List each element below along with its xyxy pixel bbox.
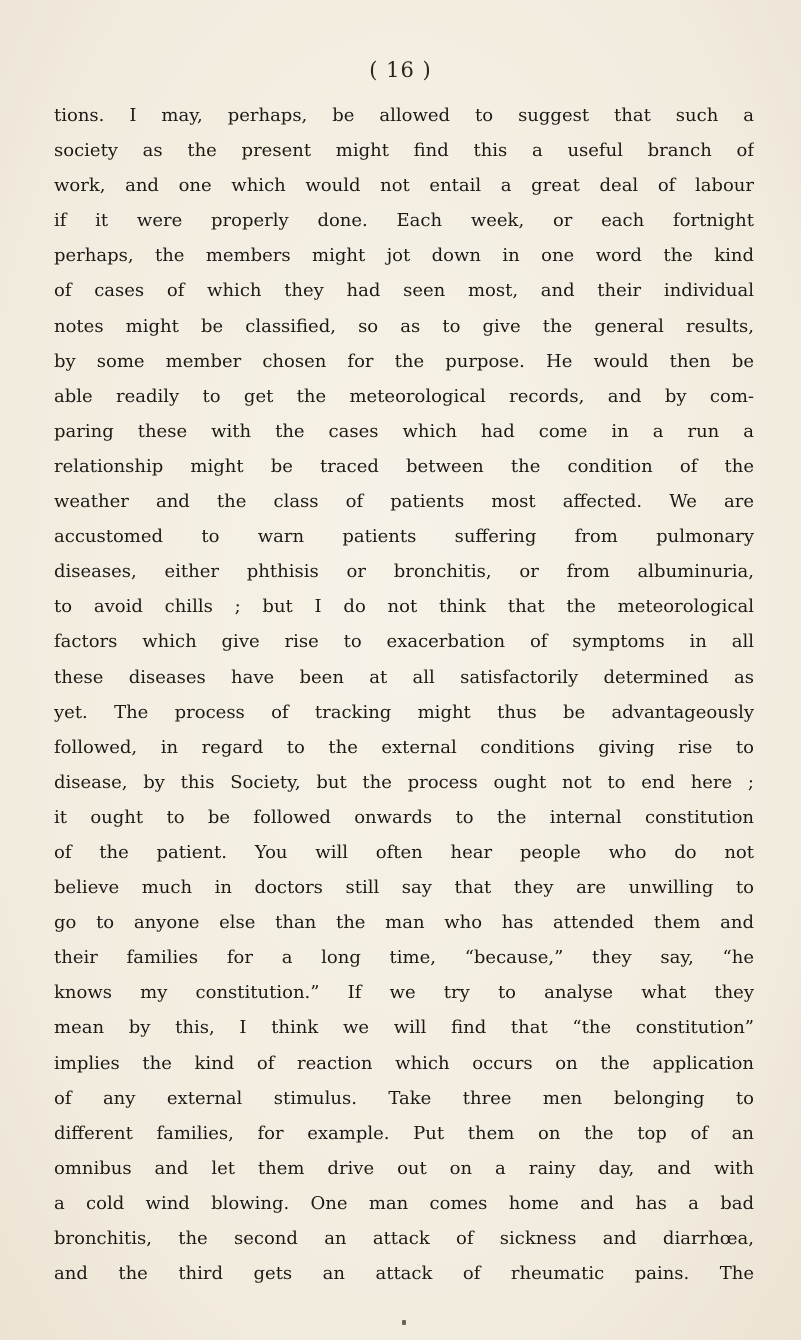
- text-line: mean by this, I think we will find that “the constitution”: [54, 1017, 754, 1039]
- text-line: go to anyone else than the man who has attended them and: [54, 912, 754, 934]
- text-line: factors which give rise to exacerbation of symptoms in all: [54, 631, 754, 653]
- text-line: diseases, either phthisis or bronchitis, or from albuminuria,: [54, 561, 754, 583]
- text-line: to avoid chills ; but I do not think that the meteorological: [54, 596, 754, 618]
- text-line: perhaps, the members might jot down in one word the kind: [54, 245, 754, 267]
- text-line: disease, by this Society, but the process ought not to end here ;: [54, 771, 754, 793]
- body-text: [54, 98, 754, 1291]
- text-line: relationship might be traced between the condition of the: [54, 455, 754, 477]
- text-line: work, and one which would not entail a great deal of labour: [54, 175, 754, 197]
- text-line: and the third gets an attack of rheumatic pains. The: [54, 1263, 754, 1285]
- text-line: knows my constitution.” If we try to analyse what they: [54, 982, 754, 1004]
- text-line: by some member chosen for the purpose. He would then be: [54, 350, 754, 372]
- text-line: accustomed to warn patients suffering from pulmonary: [54, 526, 754, 548]
- text-line: a cold wind blowing. One man comes home and has a bad: [54, 1192, 754, 1214]
- text-line: bronchitis, the second an attack of sickness and diarrhœa,: [54, 1228, 754, 1249]
- text-line: of any external stimulus. Take three men belonging to: [54, 1087, 754, 1109]
- text-line: yet. The process of tracking might thus be advantageously: [54, 701, 754, 723]
- text-line: it ought to be followed onwards to the internal constitution: [54, 806, 754, 828]
- text-line: believe much in doctors still say that they are unwilling to: [54, 877, 754, 899]
- text-line: followed, in regard to the external conditions giving rise to: [54, 736, 754, 758]
- text-line: society as the present might find this a useful branch of: [54, 140, 754, 162]
- text-line: tions. I may, perhaps, be allowed to suggest that such a: [54, 105, 754, 126]
- text-line: omnibus and let them drive out on a rainy day, and with: [54, 1157, 754, 1179]
- text-line: different families, for example. Put them on the top of an: [54, 1122, 754, 1144]
- ink-speck: [402, 1320, 406, 1325]
- text-line: implies the kind of reaction which occurs on the application: [54, 1052, 754, 1074]
- text-line: if it were properly done. Each week, or each fortnight: [54, 210, 754, 232]
- text-line: of the patient. You will often hear people who do not: [54, 841, 754, 863]
- text-line: weather and the class of patients most affected. We are: [54, 491, 754, 513]
- text-line: their families for a long time, “because,” they say, “he: [54, 947, 754, 969]
- page-number: ( 16 ): [369, 58, 432, 82]
- text-line: able readily to get the meteorological records, and by com-: [54, 385, 754, 407]
- text-line: notes might be classified, so as to give the general results,: [54, 315, 754, 337]
- text-line: these diseases have been at all satisfactorily determined as: [54, 666, 754, 688]
- text-line: of cases of which they had seen most, and their individual: [54, 280, 754, 302]
- text-line: paring these with the cases which had come in a run a: [54, 420, 754, 442]
